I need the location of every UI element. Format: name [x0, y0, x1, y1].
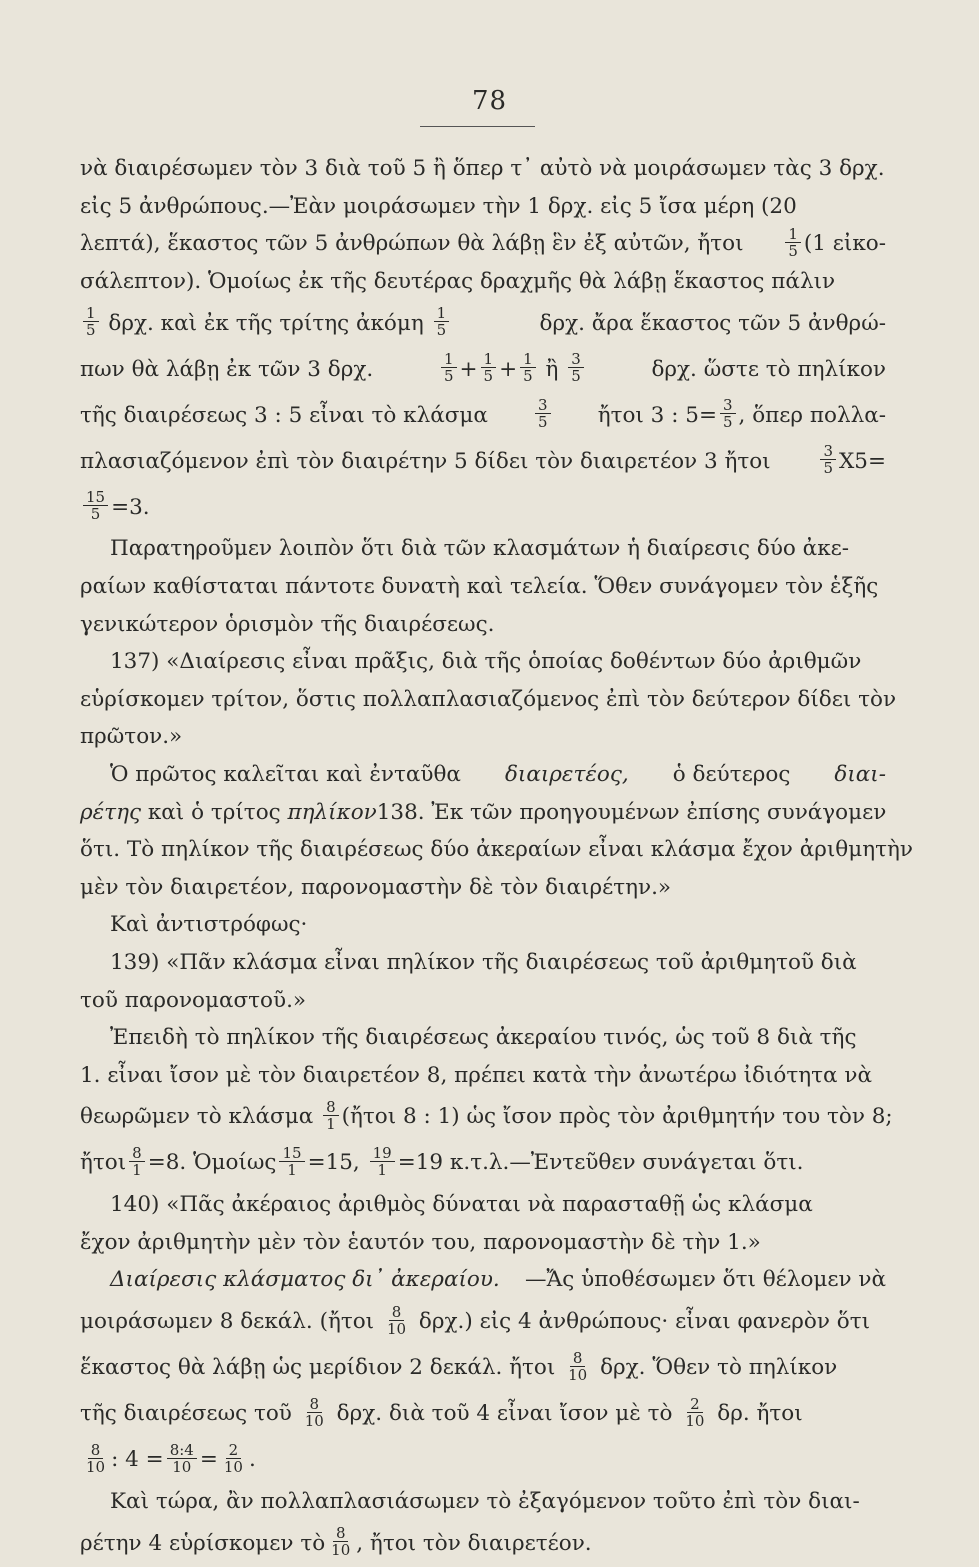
fraction: $\frac{1}{5}$: [441, 351, 457, 384]
text-line: ἕκαστος θὰ λάβῃ ὡς μερίδιον 2 δεκάλ. ἤτοι $\frac{8}{10}$ δρχ. Ὅθεν τὸ πηλίκον: [80, 1348, 838, 1384]
text-line: ραίων καθίσταται πάντοτε δυνατὴ καὶ τελεία. Ὅθεν συνάγομεν τὸν ἑξῆς: [80, 573, 879, 599]
text-line: $\frac{1}{5}$ δρχ. καὶ ἐκ τῆς τρίτης ἀκόμη $\frac{1}{5}$ δρχ. ἄρα ἕκαστος τῶν 5 ἀνθρώ-: [80, 300, 886, 346]
fraction: $\frac{1}{5}$: [520, 351, 536, 384]
fraction: $\frac{1}{5}$: [481, 351, 497, 384]
fraction: $\frac{8}{10}$: [568, 1348, 588, 1384]
text-line: λεπτά), ἕκαστος τῶν 5 ἀνθρώπων θὰ λάβῃ ἓν ἐξ αὐτῶν, ἤτοι $\frac{1}{5}$ (1 εἰκο-: [80, 224, 886, 260]
fraction: $\frac{1}{5}$: [83, 305, 99, 338]
fraction: $\frac{15}{5}$: [83, 489, 108, 522]
text-line: $\frac{8}{10}$ : 4 = $\frac{8:4}{10}$ = $\frac{2}{10}$ .: [80, 1437, 886, 1483]
fraction: $\frac{2}{10}$: [685, 1394, 705, 1430]
fraction: $\frac{3}{5}$: [568, 351, 584, 384]
fraction: $\frac{1}{5}$: [785, 226, 801, 259]
text-line: πρῶτον.»: [80, 724, 183, 750]
text-line: Παρατηροῦμεν λοιπὸν ὅτι διὰ τῶν κλασμάτων ἡ διαίρεσις δύο ἀκε-: [110, 536, 850, 562]
text-line: ἤτοι $\frac{8}{1}$ =8. Ὁμοίως $\frac{15}{1}$ =15, $\frac{19}{1}$ =19 κ.τ.λ.—Ἐντεῦθεν συνάγεται ὅτι.: [80, 1143, 804, 1179]
text-line: Καὶ τώρα, ἂν πολλαπλασιάσωμεν τὸ ἐξαγόμενον τοῦτο ἐπὶ τὸν διαι-: [110, 1489, 860, 1515]
fraction: $\frac{8}{1}$: [129, 1145, 145, 1178]
text-line: γενικώτερον ὁρισμὸν τῆς διαιρέσεως.: [80, 611, 495, 637]
fraction: $\frac{3}{5}$: [820, 443, 836, 476]
text-line: τῆς διαιρέσεως τοῦ $\frac{8}{10}$ δρχ. διὰ τοῦ 4 εἶναι ἴσον μὲ τὸ $\frac{2}{10}$ δρ. ἤτοι: [80, 1394, 803, 1430]
text-line: Διαίρεσις κλάσματος δι᾽ ἀκεραίου. —Ἄς ὑποθέσωμεν ὅτι θέλομεν νὰ: [110, 1267, 886, 1293]
fraction: $\frac{8}{10}$: [331, 1524, 351, 1560]
fraction: $\frac{8}{10}$: [386, 1302, 407, 1338]
text-line: Καὶ ἀντιστρόφως·: [110, 912, 308, 938]
text-line: ὅτι. Τὸ πηλίκον τῆς διαιρέσεως δύο ἀκεραίων εἶναι κλάσμα ἔχον ἀριθμητὴν: [80, 837, 913, 863]
text-line: Ἐπειδὴ τὸ πηλίκον τῆς διαιρέσεως ἀκεραίου τινός, ὡς τοῦ 8 διὰ τῆς: [110, 1025, 857, 1051]
fraction: $\frac{8:4}{10}$: [167, 1442, 197, 1475]
header-rule: [420, 126, 535, 127]
text-line: πλασιαζόμενον ἐπὶ τὸν διαιρέτην 5 δίδει τὸν διαιρετέον 3 ἤτοι $\frac{3}{5}$ X5=: [80, 442, 886, 478]
text-line: ρέτην 4 εὑρίσκομεν τὸ $\frac{8}{10}$ , ἤτοι τὸν διαιρετέον.: [80, 1524, 592, 1560]
text-line: θεωρῶμεν τὸ κλάσμα $\frac{8}{1}$ (ἤτοι 8 : 1) ὡς ἴσον πρὸς τὸν ἀριθμητήν του τὸν 8;: [80, 1097, 893, 1133]
body-text: [80, 150, 913, 1567]
text-line: 140) «Πᾶς ἀκέραιος ἀριθμὸς δύναται νὰ παρασταθῇ ὡς κλάσμα: [110, 1192, 813, 1218]
text-line: μὲν τὸν διαιρετέον, παρονομαστὴν δὲ τὸν διαιρέτην.»: [80, 874, 672, 900]
text-line: μοιράσωμεν 8 δεκάλ. (ἤτοι $\frac{8}{10}$ δρχ.) εἰς 4 ἀνθρώπους· εἶναι φανερὸν ὅτι: [80, 1302, 871, 1338]
text-line: $\frac{15}{5}$ =3.: [80, 484, 886, 530]
text-line: εὑρίσκομεν τρίτον, ὅστις πολλαπλασιαζόμενος ἐπὶ τὸν δεύτερον δίδει τὸν: [80, 686, 897, 712]
text-line: ἔχον ἀριθμητὴν μὲν τὸν ἑαυτόν του, παρονομαστὴν δὲ τὴν 1.»: [80, 1229, 761, 1255]
text-line: 1. εἶναι ἴσον μὲ τὸν διαιρετέον 8, πρέπει κατὰ τὴν ἀνωτέρω ἰδιότητα νὰ: [80, 1062, 872, 1088]
text-line: 137) «Διαίρεσις εἶναι πρᾶξις, διὰ τῆς ὁποίας δοθέντων δύο ἀριθμῶν: [110, 649, 862, 675]
text-line: ρέτης καὶ ὁ τρίτος πηλίκον138. Ἐκ τῶν προηγουμένων ἐπίσης συνάγομεν: [80, 799, 887, 825]
text-line: Ὁ πρῶτος καλεῖται καὶ ἐνταῦθα διαιρετέος, ὁ δεύτερος διαι-: [110, 761, 886, 787]
text-line: σάλεπτον). Ὁμοίως ἐκ τῆς δευτέρας δραχμῆς θὰ λάβῃ ἕκαστος πάλιν: [80, 268, 836, 294]
text-line: πων θὰ λάβῃ ἐκ τῶν 3 δρχ. $\frac{1}{5}$ + $\frac{1}{5}$ + $\frac{1}{5}$ ἢ $\frac{3}{5}$ δρχ. ὥστε τὸ πηλίκον: [80, 350, 886, 386]
fraction: $\frac{2}{10}$: [223, 1440, 243, 1476]
text-line: 139) «Πᾶν κλάσμα εἶναι πηλίκον τῆς διαιρέσεως τοῦ ἀριθμητοῦ διὰ: [110, 949, 857, 975]
page-number: 78: [471, 86, 508, 116]
fraction: $\frac{1}{5}$: [434, 305, 450, 338]
fraction: $\frac{3}{5}$: [535, 397, 551, 430]
text-line: νὰ διαιρέσωμεν τὸν 3 διὰ τοῦ 5 ἢ ὅπερ τ᾽ αὐτὸ νὰ μοιράσωμεν τὰς 3 δρχ.: [80, 156, 885, 181]
fraction: $\frac{19}{1}$: [370, 1145, 395, 1178]
fraction: $\frac{3}{5}$: [720, 397, 736, 430]
fraction: $\frac{15}{1}$: [279, 1145, 304, 1178]
fraction: $\frac{8}{10}$: [86, 1440, 106, 1476]
fraction: $\frac{8}{10}$: [304, 1394, 324, 1430]
text-line: εἰς 5 ἀνθρώπους.—Ἐὰν μοιράσωμεν τὴν 1 δρχ. εἰς 5 ἴσα μέρη (20: [80, 193, 797, 219]
text-line: τοῦ παρονομαστοῦ.»: [80, 987, 307, 1013]
fraction: $\frac{8}{1}$: [323, 1099, 339, 1132]
text-line: τῆς διαιρέσεως 3 : 5 εἶναι τὸ κλάσμα $\frac{3}{5}$ ἤτοι 3 : 5= $\frac{3}{5}$ , ὅπερ πολλα-: [80, 395, 886, 432]
